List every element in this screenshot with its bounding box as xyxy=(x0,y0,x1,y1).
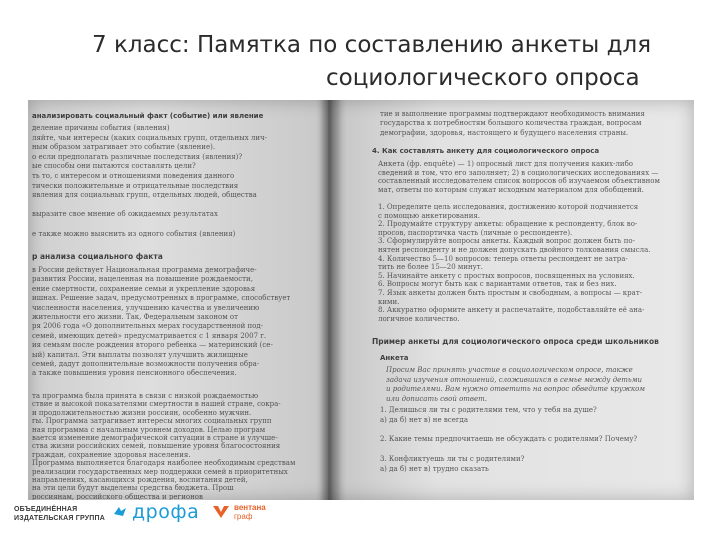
example-heading: Пример анкеты для социологического опроса среди школьников xyxy=(372,337,659,346)
text-line: задача изучения отношений, сложившихся в семье между детьми xyxy=(386,375,643,384)
text-line: тически положительные и отрицательные последствия xyxy=(32,181,239,190)
text-line: 3. Конфликтуешь ли ты с родителями? xyxy=(380,455,525,463)
slide-title-line-2: социологического опроса xyxy=(326,65,640,91)
text-line: ляйте, чьи интересы (каких социальных групп, отдельных лич- xyxy=(32,133,268,142)
text-line: ый) капитал. Эти выплаты позволят улучшить жилищные xyxy=(32,350,248,359)
graf-line: граф xyxy=(234,512,253,521)
text-line: ия семьям после рождения второго ребенка — материнский (се- xyxy=(32,341,273,350)
text-line: семей, дадут дополнительные возможности получения обра- xyxy=(32,360,260,368)
text-line: а) да б) нет в) не всегда xyxy=(380,415,468,424)
text-line: 3. Сформулируйте вопросы анкеты. Каждый вопрос должен быть по- xyxy=(378,237,635,246)
publisher-group-line-1: ОБЪЕДИНЁННАЯ xyxy=(14,506,78,513)
text-line: ые способы они пытаются составлять цели? xyxy=(32,162,196,171)
text-line: 8. Аккуратно оформите анкету и распечатайте, подобставляйте её ана- xyxy=(378,306,645,315)
textbook-photo xyxy=(28,100,694,500)
text-line: выразите свое мнение об ожидаемых результатах xyxy=(32,210,218,219)
text-line: ствие и высокой показателями смертности в нашей стране, сокра- xyxy=(32,400,281,409)
text-line: направлениях, касающихся рождения, воспитания детей, xyxy=(32,476,248,484)
text-line: и родителями. Вам нужно ответить на вопрос обведите кружком xyxy=(386,385,646,394)
text-line: на эти цели будут выделены средства бюджета. Прош xyxy=(32,484,234,493)
drofa-bird-icon xyxy=(112,504,128,520)
text-line: ение смертности, сохранение семьи и укрепление здоровья xyxy=(32,284,256,293)
ventana-graf-logo-icon xyxy=(212,503,230,521)
text-line: государства к потребностям большого количества граждан, вопросам xyxy=(380,119,642,128)
text-line: реализации государственных мер поддержки семей в приоритетных xyxy=(32,467,288,476)
slide-title-line-1: 7 класс: Памятка по составлению анкеты для xyxy=(92,32,652,58)
text-line: семей, имеющих детей» предусматривается с 1 января 2007 г. xyxy=(32,331,267,340)
text-line: россиянам, российского общества и регионов xyxy=(32,492,203,500)
text-line: нятен респонденту и не должен допускать двойного толкования смысла. xyxy=(378,246,651,254)
text-line: и продолжительностью жизни россиян, особенно мужчин. xyxy=(32,408,252,417)
publisher-group-line-2: ИЗДАТЕЛЬСКАЯ ГРУППА xyxy=(14,515,105,522)
text-line: 6. Вопросы могут быть как с вариантами ответов, так и без них. xyxy=(378,280,617,289)
text-line: ть то, с интересом и отношениями поведения данного xyxy=(32,172,235,180)
text-line: 7. Язык анкеты должен быть простым и свободным, а вопросы — крат- xyxy=(378,289,643,297)
text-line: Просим Вас принять участие в социологическом опросе, также xyxy=(386,366,633,374)
left-book-page xyxy=(28,100,328,500)
text-line: граждан, сохранение здоровья населения. xyxy=(32,450,191,459)
text-line: е также можно выяснить из одного события (явления) xyxy=(32,229,236,238)
text-line: 1. Делишься ли ты с родителями тем, что у тебя на душе? xyxy=(380,406,597,414)
text-line: а также повышения уровня пенсионного обеспечения. xyxy=(32,369,237,378)
text-line: Анкета (фр. enquête) — 1) опросный лист для получения каких-либо xyxy=(378,160,634,168)
text-line: ная программа с начальным уровнем доходов. Целью програм xyxy=(32,425,266,434)
text-line: вается изменение демографической ситуации в стране и улучше- xyxy=(32,434,278,442)
text-line: гы. Программа затрагивает интересы многих социальных групп xyxy=(32,417,272,426)
text-line: тие и выполнение программы подтверждают необходимость внимания xyxy=(380,110,645,118)
text-line: 5. Начинайте анкету с простых вопросов, посвященных на условиях. xyxy=(378,271,635,280)
text-line: о если предполагать различные последствия (явления)? xyxy=(32,152,243,161)
book-gutter xyxy=(320,100,342,500)
right-book-page xyxy=(328,100,694,500)
text-line: сведений и том, что его заполняет; 2) в социологических исследованиях — xyxy=(378,168,659,177)
text-line: в России действует Национальная программа демографиче- xyxy=(32,266,257,274)
text-line: ишнах. Решение задач, предусмотренных в программе, способствует xyxy=(32,294,291,303)
text-line: логичное количество. xyxy=(378,314,460,323)
text-line: демографии, здоровья, настоящего и будущего населения страны. xyxy=(380,128,629,137)
text-line: ства жизни российских семей, повышение уровня благосостояния xyxy=(32,442,281,451)
anketa-label: Анкета xyxy=(380,354,409,362)
text-line: 1. Определите цель исследования, достижению которой подчиняется xyxy=(378,203,639,211)
ventana-line: вентана xyxy=(234,503,266,512)
text-line: деление причины события (явления) xyxy=(32,124,170,132)
text-line: численности населения, улучшению качества и увеличению xyxy=(32,303,260,312)
text-line: или дописать свой ответ. xyxy=(386,394,488,403)
text-line: Программа выполняется благодаря наиболее необходимым средствам xyxy=(32,459,296,468)
text-line: 2. Продумайте структуру анкеты: обращение к респонденту, блок во- xyxy=(378,220,638,229)
publisher-group-label xyxy=(14,505,105,523)
left-page-section-heading: р анализа социального факта xyxy=(32,252,163,261)
text-line: а) да б) нет в) трудно сказать xyxy=(380,464,489,473)
left-page-heading: анализировать социальный факт (событие) или явление xyxy=(32,112,264,120)
text-line: жительности его жизни. Так, Федеральным законом от xyxy=(32,313,239,321)
text-line: кими. xyxy=(378,297,400,306)
text-line: явления для социальных групп, отдельных людей, общества xyxy=(32,191,257,200)
text-line: тить не более 15—20 минут. xyxy=(378,263,483,272)
text-line: та программа была принята в связи с низкой рождаемостью xyxy=(32,392,259,400)
publisher-footer xyxy=(0,500,720,540)
text-line: составленный исследователем список вопросов об изучаемом объективном xyxy=(378,177,660,186)
text-line: просов, паспортичка часть (личные о респонденте). xyxy=(378,228,573,237)
drofa-logo-text: дрофа xyxy=(132,501,200,523)
text-line: с помощью анкетирования. xyxy=(378,211,480,220)
text-line: мат, ответы по которым служат исходным материалом для обобщений. xyxy=(378,185,644,194)
ventana-graf-logo-text xyxy=(234,503,266,521)
text-line: ным образом затрагивает это событие (явление). xyxy=(32,143,216,152)
right-page-section-heading: 4. Как составлять анкету для социологического опроса xyxy=(372,147,600,155)
text-line: развития России, нацеленная на повышение рождаемости, xyxy=(32,275,253,284)
text-line: ря 2006 года «О дополнительных мерах государственной под- xyxy=(32,322,264,331)
text-line: 2. Какие темы предпочитаешь не обсуждать с родителями? Почему? xyxy=(380,435,638,444)
text-line: 4. Количество 5—10 вопросов: теперь ответы респондент не затра- xyxy=(378,254,628,263)
